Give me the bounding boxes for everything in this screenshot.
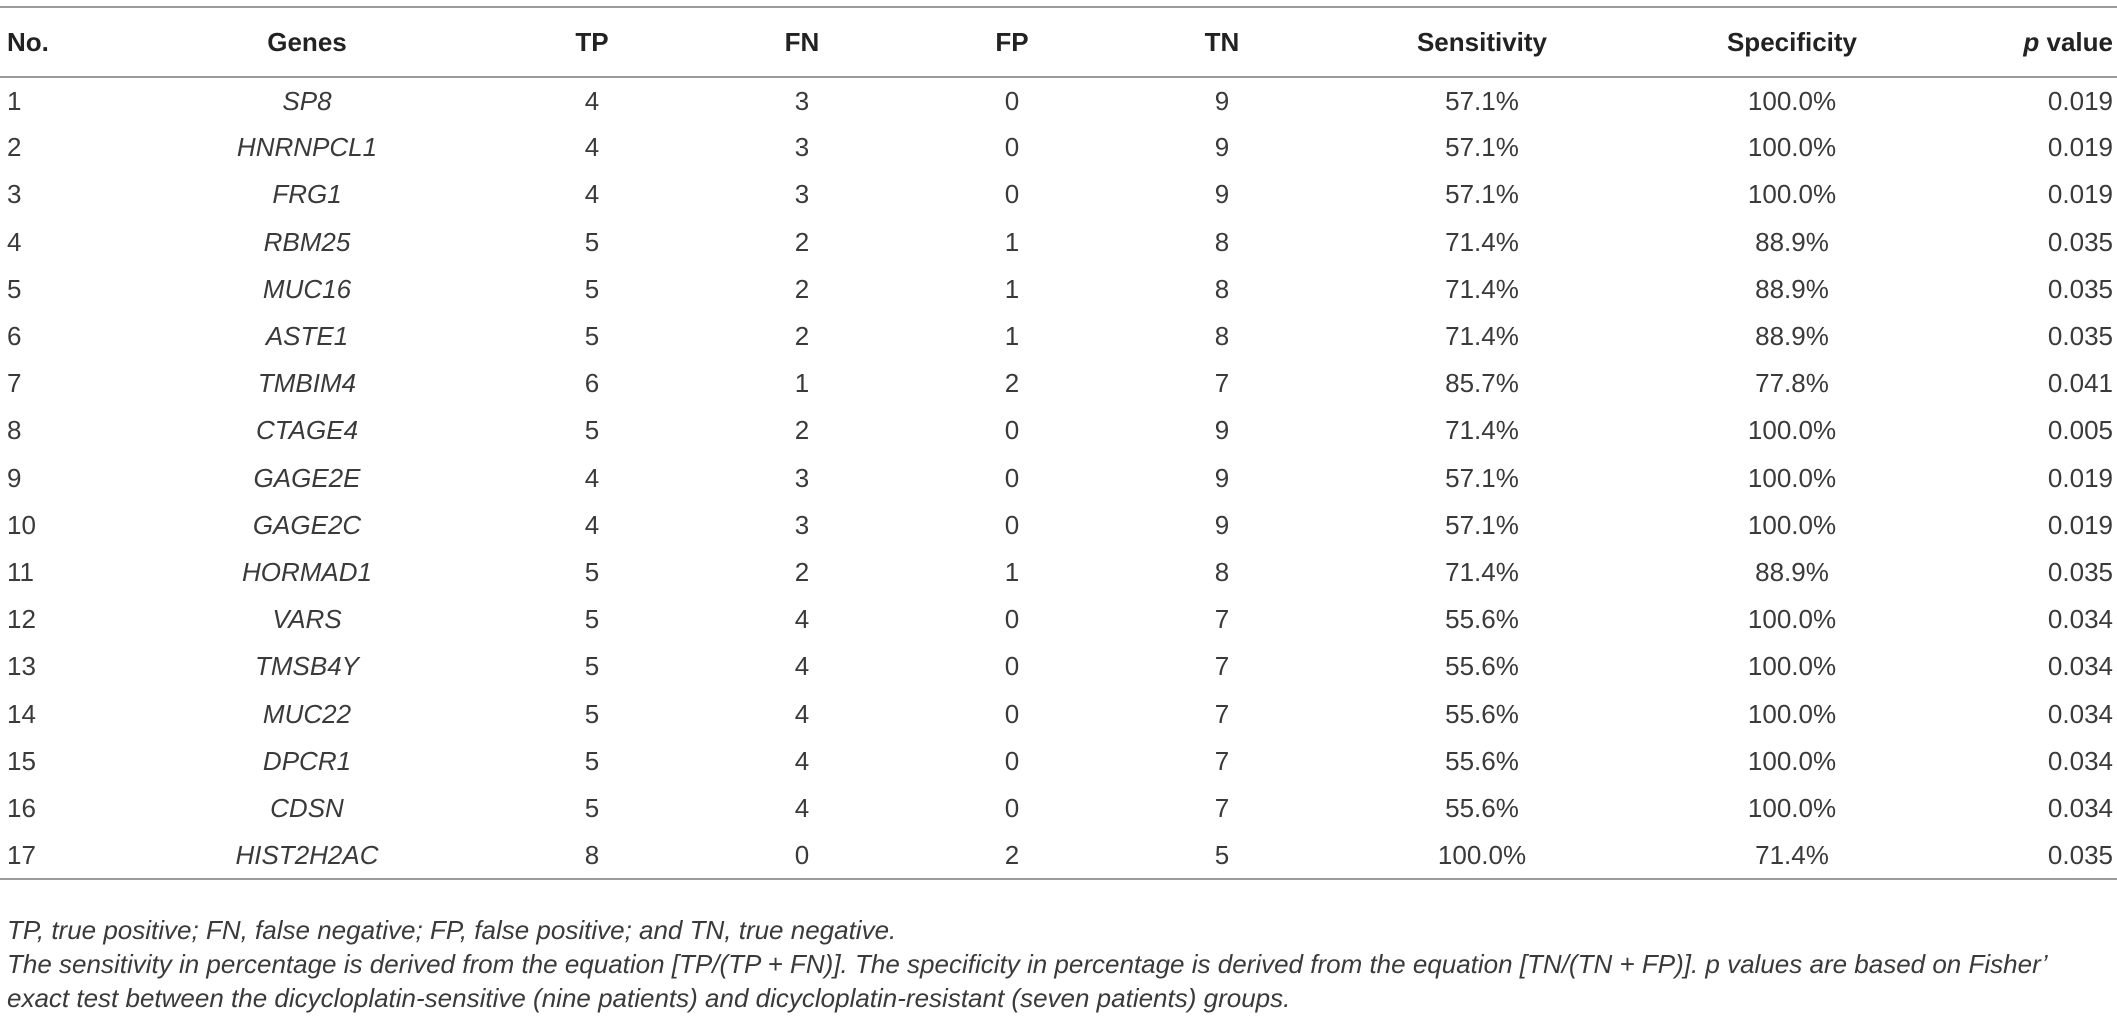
cell-no: 14: [7, 698, 36, 729]
cell-fn: 2: [794, 415, 810, 446]
header-tn: TN: [1204, 26, 1240, 57]
cell-specificity: 88.9%: [1755, 321, 1829, 352]
cell-no: 3: [7, 179, 22, 210]
table-row: [0, 832, 2117, 879]
cell-pvalue: 0.019: [2047, 132, 2113, 163]
cell-no: 13: [7, 651, 36, 682]
cell-pvalue: 0.034: [2047, 698, 2113, 729]
table-row: [0, 124, 2117, 171]
cell-sensitivity: 57.1%: [1445, 509, 1519, 540]
table-row: [0, 643, 2117, 690]
cell-tp: 5: [584, 651, 600, 682]
cell-fp: 0: [1004, 509, 1020, 540]
cell-tn: 9: [1214, 415, 1230, 446]
cell-fn: 4: [794, 604, 810, 635]
cell-no: 1: [7, 85, 22, 116]
cell-pvalue: 0.034: [2047, 745, 2113, 776]
cell-fn: 1: [794, 368, 810, 399]
cell-gene: DPCR1: [262, 745, 352, 776]
cell-gene: CDSN: [270, 792, 344, 823]
cell-sensitivity: 71.4%: [1445, 273, 1519, 304]
cell-fn: 3: [794, 462, 810, 493]
cell-no: 5: [7, 273, 22, 304]
cell-specificity: 88.9%: [1755, 556, 1829, 587]
cell-pvalue: 0.041: [2047, 368, 2113, 399]
cell-tn: 7: [1214, 698, 1230, 729]
cell-tn: 8: [1214, 226, 1230, 257]
cell-tn: 7: [1214, 745, 1230, 776]
cell-tn: 8: [1214, 273, 1230, 304]
cell-tp: 5: [584, 698, 600, 729]
cell-gene: MUC22: [262, 698, 352, 729]
cell-tp: 4: [584, 462, 600, 493]
cell-fp: 0: [1004, 698, 1020, 729]
header-fp: FP: [995, 26, 1029, 57]
cell-sensitivity: 57.1%: [1445, 132, 1519, 163]
cell-pvalue: 0.034: [2047, 604, 2113, 635]
cell-gene: VARS: [272, 604, 342, 635]
cell-tp: 4: [584, 179, 600, 210]
table-row: [0, 455, 2117, 502]
cell-specificity: 100.0%: [1747, 698, 1837, 729]
cell-pvalue: 0.035: [2047, 321, 2113, 352]
table-footnotes: [7, 913, 2107, 1015]
cell-tp: 5: [584, 273, 600, 304]
cell-fp: 0: [1004, 415, 1020, 446]
cell-tp: 5: [584, 604, 600, 635]
table-row: [0, 502, 2117, 549]
table-row: [0, 360, 2117, 407]
cell-pvalue: 0.035: [2047, 556, 2113, 587]
cell-gene: MUC16: [262, 273, 352, 304]
cell-sensitivity: 55.6%: [1445, 745, 1519, 776]
cell-no: 17: [7, 839, 36, 870]
cell-fp: 0: [1004, 179, 1020, 210]
cell-tp: 5: [584, 792, 600, 823]
cell-fn: 3: [794, 509, 810, 540]
cell-fp: 1: [1004, 321, 1020, 352]
cell-tp: 8: [584, 839, 600, 870]
cell-gene: CTAGE4: [255, 415, 359, 446]
cell-fp: 2: [1004, 839, 1020, 870]
table-body: [0, 77, 2117, 879]
cell-fp: 1: [1004, 273, 1020, 304]
cell-fn: 3: [794, 85, 810, 116]
cell-specificity: 100.0%: [1747, 179, 1837, 210]
cell-tn: 8: [1214, 321, 1230, 352]
table-row: [0, 549, 2117, 596]
footnote-abbreviations: TP, true positive; FN, false negative; FP, false positive; and TN, true negative.: [7, 915, 897, 945]
cell-fp: 0: [1004, 132, 1020, 163]
cell-tp: 4: [584, 132, 600, 163]
header-pvalue-rest: value: [2039, 26, 2113, 57]
table-row: [0, 407, 2117, 454]
cell-fn: 3: [794, 132, 810, 163]
header-genes: Genes: [267, 26, 347, 57]
cell-fn: 4: [794, 745, 810, 776]
cell-specificity: 100.0%: [1747, 462, 1837, 493]
cell-pvalue: 0.019: [2047, 179, 2113, 210]
table-row: [0, 313, 2117, 360]
cell-sensitivity: 85.7%: [1445, 368, 1519, 399]
cell-sensitivity: 57.1%: [1445, 85, 1519, 116]
header-no: No.: [7, 26, 49, 57]
cell-tn: 9: [1214, 132, 1230, 163]
cell-fp: 0: [1004, 745, 1020, 776]
cell-pvalue: 0.035: [2047, 839, 2113, 870]
cell-sensitivity: 55.6%: [1445, 651, 1519, 682]
cell-sensitivity: 55.6%: [1445, 698, 1519, 729]
cell-specificity: 71.4%: [1755, 839, 1829, 870]
cell-sensitivity: 71.4%: [1445, 415, 1519, 446]
cell-fp: 0: [1004, 604, 1020, 635]
cell-pvalue: 0.019: [2047, 462, 2113, 493]
cell-gene: ASTE1: [265, 321, 349, 352]
footnote-methods: The sensitivity in percentage is derived from the equation [TP/(TP + FN)]. The specificity in percentage is derived from the equation [TN/(TN + FP)]. p values are based on Fisher’ exact test between the dicycloplatin-sensitive (nine patients) and dicycloplatin-resistant (seven patients) groups.: [7, 949, 2047, 1013]
cell-tn: 9: [1214, 462, 1230, 493]
cell-fn: 0: [794, 839, 810, 870]
cell-no: 4: [7, 226, 22, 257]
header-row: [0, 7, 2117, 77]
cell-fp: 0: [1004, 462, 1020, 493]
cell-fp: 0: [1004, 792, 1020, 823]
table-header: [0, 7, 2117, 77]
cell-fn: 4: [794, 698, 810, 729]
cell-specificity: 100.0%: [1747, 132, 1837, 163]
cell-no: 2: [7, 132, 22, 163]
cell-fn: 3: [794, 179, 810, 210]
cell-sensitivity: 71.4%: [1445, 556, 1519, 587]
cell-tp: 5: [584, 556, 600, 587]
cell-no: 6: [7, 321, 22, 352]
results-table: [0, 6, 2117, 880]
table-row: [0, 171, 2117, 218]
cell-gene: TMSB4Y: [254, 651, 360, 682]
cell-gene: HORMAD1: [241, 556, 372, 587]
cell-specificity: 100.0%: [1747, 509, 1837, 540]
cell-pvalue: 0.005: [2047, 415, 2113, 446]
cell-specificity: 100.0%: [1747, 415, 1837, 446]
cell-no: 16: [7, 792, 36, 823]
table-row: [0, 266, 2117, 313]
cell-fn: 4: [794, 792, 810, 823]
cell-gene: FRG1: [272, 179, 342, 210]
cell-no: 7: [7, 368, 22, 399]
cell-tn: 5: [1214, 839, 1230, 870]
cell-sensitivity: 57.1%: [1445, 462, 1519, 493]
cell-fp: 1: [1004, 556, 1020, 587]
cell-tn: 9: [1214, 179, 1230, 210]
cell-tn: 9: [1214, 509, 1230, 540]
cell-tn: 8: [1214, 556, 1230, 587]
cell-fn: 2: [794, 321, 810, 352]
cell-gene: HNRNPCL1: [236, 132, 378, 163]
table-row: [0, 738, 2117, 785]
cell-specificity: 77.8%: [1755, 368, 1829, 399]
cell-tn: 7: [1214, 792, 1230, 823]
cell-sensitivity: 55.6%: [1445, 792, 1519, 823]
cell-no: 15: [7, 745, 36, 776]
cell-no: 9: [7, 462, 22, 493]
cell-tp: 4: [584, 509, 600, 540]
cell-tp: 6: [584, 368, 600, 399]
cell-specificity: 100.0%: [1747, 85, 1837, 116]
table-row: [0, 77, 2117, 124]
cell-pvalue: 0.034: [2047, 792, 2113, 823]
cell-gene: RBM25: [263, 226, 351, 257]
cell-tn: 7: [1214, 651, 1230, 682]
cell-sensitivity: 71.4%: [1445, 321, 1519, 352]
cell-fn: 2: [794, 556, 810, 587]
table-row: [0, 690, 2117, 737]
cell-sensitivity: 71.4%: [1445, 226, 1519, 257]
cell-sensitivity: 100.0%: [1437, 839, 1527, 870]
cell-gene: SP8: [282, 85, 332, 116]
cell-sensitivity: 55.6%: [1445, 604, 1519, 635]
cell-pvalue: 0.035: [2047, 226, 2113, 257]
cell-specificity: 100.0%: [1747, 792, 1837, 823]
cell-tp: 5: [584, 415, 600, 446]
cell-no: 11: [7, 556, 34, 587]
header-pvalue-p: p: [2023, 26, 2040, 57]
cell-specificity: 100.0%: [1747, 651, 1837, 682]
cell-pvalue: 0.035: [2047, 273, 2113, 304]
cell-specificity: 100.0%: [1747, 604, 1837, 635]
header-sensitivity: Sensitivity: [1416, 26, 1548, 57]
cell-gene: GAGE2E: [253, 462, 361, 493]
cell-no: 10: [7, 509, 36, 540]
cell-tp: 4: [584, 85, 600, 116]
cell-tp: 5: [584, 745, 600, 776]
cell-specificity: 100.0%: [1747, 745, 1837, 776]
cell-gene: HIST2H2AC: [235, 839, 379, 870]
cell-no: 12: [7, 604, 36, 635]
cell-tn: 9: [1214, 85, 1230, 116]
cell-pvalue: 0.019: [2047, 85, 2113, 116]
table-row: [0, 219, 2117, 266]
cell-fp: 1: [1004, 226, 1020, 257]
header-fn: FN: [784, 26, 820, 57]
cell-pvalue: 0.034: [2047, 651, 2113, 682]
cell-tn: 7: [1214, 604, 1230, 635]
cell-specificity: 88.9%: [1755, 273, 1829, 304]
header-tp: TP: [575, 26, 609, 57]
table-row: [0, 596, 2117, 643]
cell-gene: TMBIM4: [257, 368, 357, 399]
cell-fn: 2: [794, 226, 810, 257]
cell-tp: 5: [584, 226, 600, 257]
header-specificity: Specificity: [1726, 26, 1858, 57]
cell-specificity: 88.9%: [1755, 226, 1829, 257]
table-row: [0, 785, 2117, 832]
header-pvalue: [1947, 7, 2117, 77]
cell-fp: 0: [1004, 85, 1020, 116]
cell-tp: 5: [584, 321, 600, 352]
cell-fp: 0: [1004, 651, 1020, 682]
cell-tn: 7: [1214, 368, 1230, 399]
cell-sensitivity: 57.1%: [1445, 179, 1519, 210]
cell-pvalue: 0.019: [2047, 509, 2113, 540]
cell-no: 8: [7, 415, 22, 446]
cell-fn: 4: [794, 651, 810, 682]
cell-gene: GAGE2C: [252, 509, 362, 540]
cell-fp: 2: [1004, 368, 1020, 399]
cell-fn: 2: [794, 273, 810, 304]
